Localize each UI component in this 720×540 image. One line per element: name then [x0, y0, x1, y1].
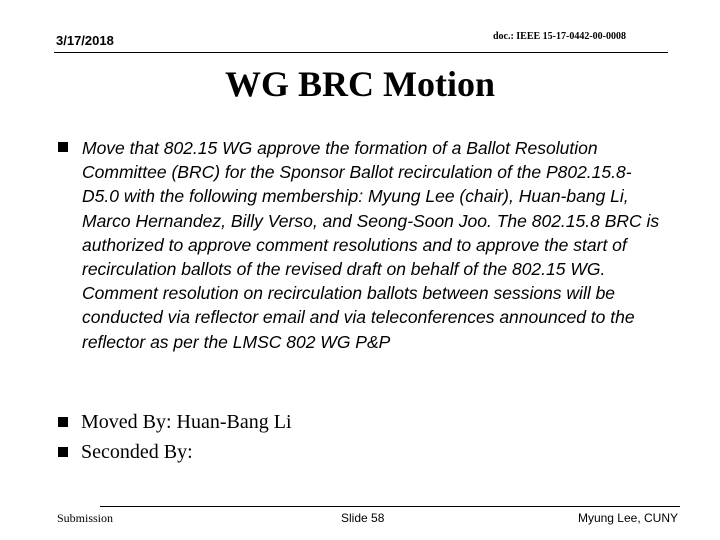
footer-divider: [100, 506, 680, 507]
slide-title: WG BRC Motion: [225, 64, 495, 104]
header-doc-id: doc.: IEEE 15-17-0442-00-0008: [492, 31, 626, 42]
footer-author: Myung Lee, CUNY: [577, 511, 678, 525]
header-divider: [54, 52, 668, 53]
square-bullet-icon: [58, 447, 68, 457]
bullet-item-motion: [58, 136, 662, 354]
header-date: 3/17/2018: [56, 33, 114, 48]
bullet-item-seconded-by: [58, 440, 193, 464]
motion-text: Move that 802.15 WG approve the formation of a Ballot Resolution Committee (BRC) for the Sponsor Ballot recirculation of the P802.15.8-D5.0 with the following membership: Myung Lee (chair), Huan-bang Li, Marco Hernandez, Billy Verso, and Seong-Soon Joo. The 802.15.8 BRC is authorized to approve comment resolutions and to approve the start of recirculation ballots of the revised draft on behalf of the 802.15 WG. Comment resolution on recirculation ballots between sessions will be conducted via reflector email and via teleconferences announced to the reflector as per the LMSC 802 WG P&P: [82, 138, 660, 352]
moved-by-text: Moved By: Huan-Bang Li: [81, 411, 292, 433]
footer-slide-number: Slide 58: [341, 511, 385, 525]
bullet-item-moved-by: [58, 410, 292, 434]
footer-submission: Submission: [57, 511, 114, 525]
square-bullet-icon: [58, 417, 68, 427]
seconded-by-text: Seconded By:: [81, 441, 193, 463]
square-bullet-icon: [58, 142, 68, 152]
